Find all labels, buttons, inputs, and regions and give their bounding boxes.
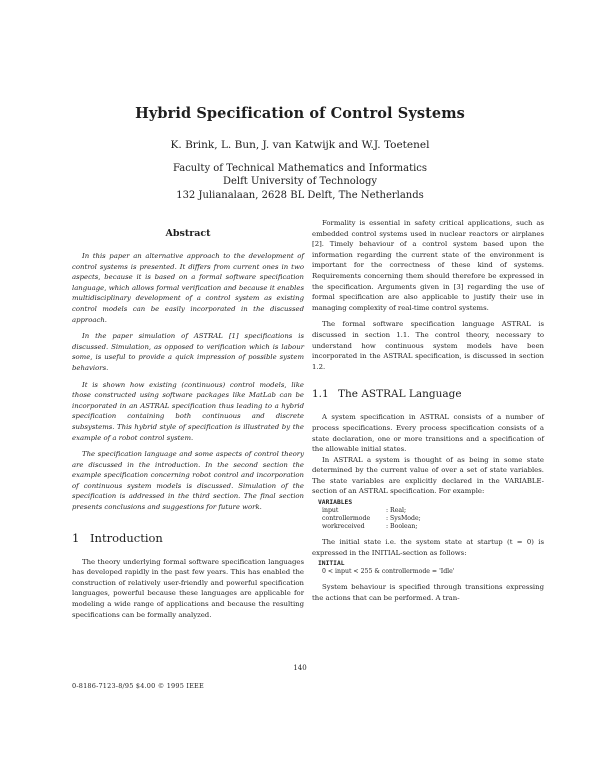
- abstract-paragraph: It is shown how existing (continuous) control models, like those constructed using software packages like MatLab can be incorporated in an ASTRAL specification thus leading to a hybrid specification containing both continuous and discrete subsystems. This hybrid style of specification is illustrated by the example of a robot control system.: [72, 380, 304, 442]
- variable-type: : SysMode;: [386, 515, 421, 523]
- body-paragraph: The initial state i.e. the system state at startup (t = 0) is expressed in the INITIAL-section as follows:: [312, 538, 544, 557]
- code-keyword: INITIAL: [318, 560, 345, 568]
- abstract-body: [72, 251, 304, 513]
- section-number: 1: [72, 530, 80, 545]
- section-heading-introduction: [72, 531, 304, 545]
- affiliation-line: Faculty of Technical Mathematics and Informatics: [172, 163, 428, 174]
- initial-condition: 0 < input < 255 & controllermode = 'Idle': [322, 568, 455, 576]
- subsection-body: [312, 412, 544, 603]
- subsection-title: The ASTRAL Language: [338, 388, 462, 401]
- affiliation-line: 132 Julianalaan, 2628 BL Delft, The Netherlands: [176, 190, 424, 201]
- variable-type: : Real;: [386, 507, 407, 515]
- variable-name: controllermode: [322, 515, 371, 523]
- variable-type: : Boolean;: [386, 523, 418, 531]
- code-variable-row: [318, 523, 544, 531]
- body-paragraph: Formality is essential in safety critical applications, such as embedded control systems used in nuclear reactors or airplanes [2]. Timely behaviour of a control system based upon the information regarding the current state of the environment is important for the correctness of these kind of systems. Requirements concerning them should therefore be expressed in the specification. Arguments given in [3] regarding the use of formal specification are also applicable to justify their use in managing complexity of real-time control systems.: [312, 219, 544, 312]
- abstract-paragraph: The specification language and some aspects of control theory are discussed in the introduction. In the second section the example specification concerning robot control and incorporation of continuous system models is discussed. Simulation of the specification is addressed in the third section. The final section presents conclusions and suggestions for future work.: [72, 450, 304, 512]
- subsection-number: 1.1: [312, 388, 329, 401]
- code-variable-row: [318, 507, 544, 515]
- code-variable-row: [318, 515, 544, 523]
- body-paragraph: The formal software specification language ASTRAL is discussed in section 1.1. The control theory, necessary to understand how continuous system models have been incorporated in the ASTRAL specification, is discussed in section 1.2.: [312, 320, 544, 371]
- variable-name: input: [322, 507, 339, 515]
- left-column: [72, 228, 304, 620]
- abstract-paragraph: In the paper simulation of ASTRAL [1] specifications is discussed. Simulation, as opposed to verification which is labour some, is useful to provide a quick impression of possible system behaviors.: [72, 332, 304, 372]
- abstract-paragraph: In this paper an alternative approach to the development of control systems is presented. It differs from current ones in two aspects, because it is based on a formal software specification language, which allows formal verification and because it enables multidisciplinary development of a control system as existing control models can be easily incorporated in the discussed approach.: [72, 252, 304, 324]
- code-keyword: VARIABLES: [318, 499, 353, 507]
- right-body: [312, 218, 544, 372]
- page-number: 140: [293, 664, 307, 672]
- body-paragraph: In ASTRAL a system is thought of as being in some state determined by the current value of over a set of state variables. The state variables are explicitly declared in the VARIABLE-section of an ASTRAL specification. For example:: [312, 455, 544, 496]
- right-column: [312, 218, 544, 603]
- abstract-heading: Abstract: [165, 228, 211, 239]
- paper-title: Hybrid Specification of Control Systems: [135, 105, 465, 122]
- body-paragraph: The theory underlying formal software specification languages has developed rapidly in the past few years. This has enabled the construction of relatively user-friendly and powerful specification languages, powerful because these languages are applicable for modeling a wide range of applications and because the resulting specifications can be formally analyzed.: [72, 557, 304, 619]
- introduction-body: [72, 557, 304, 621]
- variables-code-block: [318, 499, 544, 531]
- copyright-footer: 0-8186-7123-8/95 $4.00 © 1995 IEEE: [72, 682, 204, 690]
- subsection-heading-astral: [312, 388, 544, 400]
- variable-name: workreceived: [322, 523, 365, 531]
- author-list: K. Brink, L. Bun, J. van Katwijk and W.J. Toetenel: [170, 139, 430, 151]
- initial-code-block: [318, 560, 544, 576]
- body-paragraph: System behaviour is specified through transitions expressing the actions that can be performed. A tran-: [312, 583, 544, 602]
- affiliation-line: Delft University of Technology: [222, 176, 378, 187]
- section-title: Introduction: [90, 530, 163, 545]
- body-paragraph: A system specification in ASTRAL consists of a number of process specifications. Every process specification consists of a state declaration, one or more transitions and a specification of the allowable initial states.: [312, 413, 544, 454]
